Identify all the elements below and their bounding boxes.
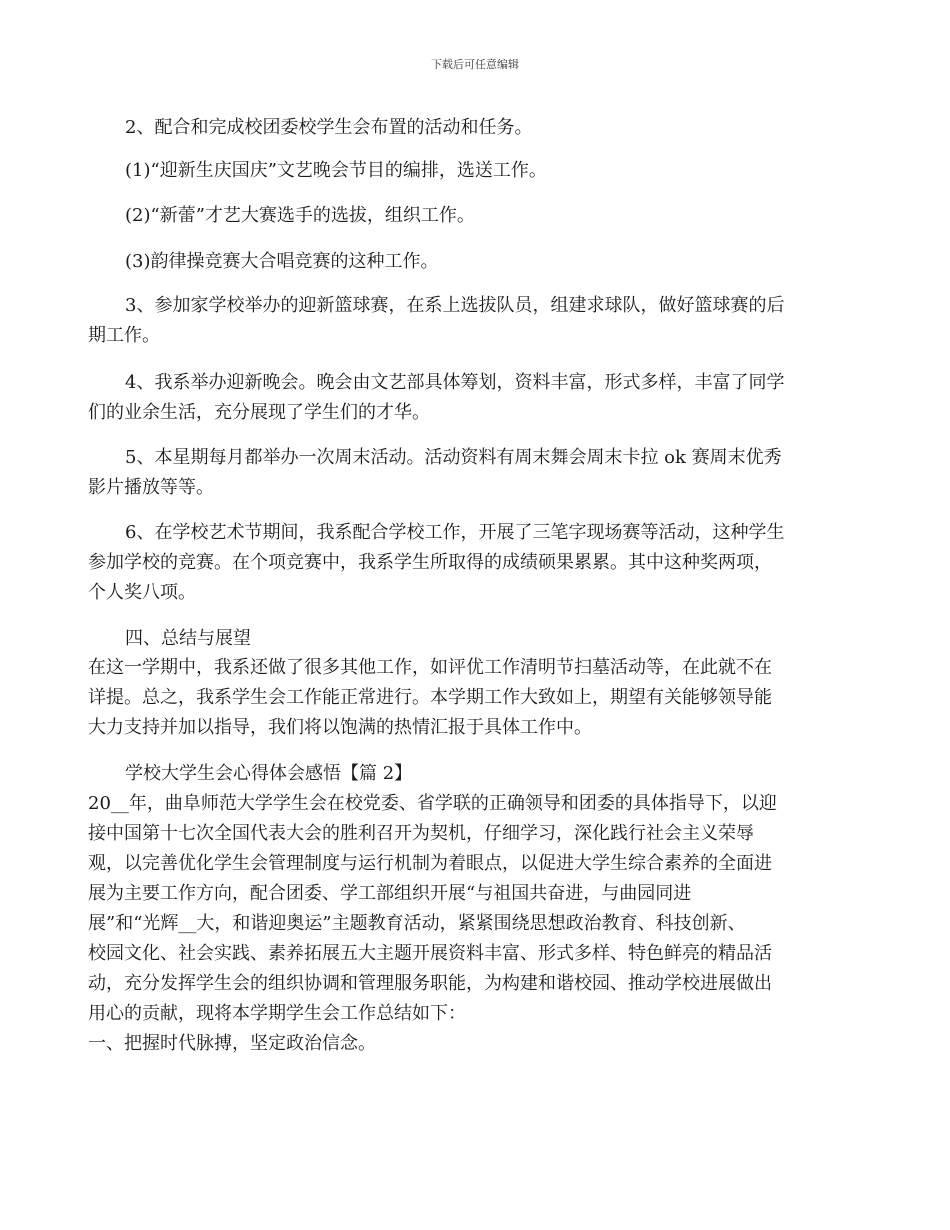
paragraph-line: 参加学校的竞赛。在个项竞赛中，我系学生所取得的成绩硕果累累。其中这种奖两项， bbox=[88, 552, 772, 573]
paragraph-line: 4、我系举办迎新晚会。晚会由文艺部具体筹划，资料丰富，形式多样，丰富了同学 bbox=[125, 372, 785, 393]
paragraph-line: 用心的贡献，现将本学期学生会工作总结如下： bbox=[88, 1003, 466, 1024]
paragraph-line: 期工作。 bbox=[88, 325, 160, 346]
paragraph-line: 校园文化、社会实践、素养拓展五大主题开展资料丰富、形式多样、特色鲜亮的精品活 bbox=[88, 943, 772, 964]
paragraph-line: 观，以完善优化学生会管理制度与运行机制为着眼点，以促进大学生综合素养的全面进 bbox=[88, 853, 772, 874]
paragraph-line: 影片播放等等。 bbox=[88, 477, 214, 498]
paragraph-line: 展”和“光辉__大，和谐迎奥运”主题教育活动，紧紧围绕思想政治教育、科技创新、 bbox=[88, 913, 746, 934]
paragraph-line: 3、参加家学校举办的迎新篮球赛，在系上选拔队员，组建求球队，做好篮球赛的后 bbox=[125, 295, 785, 316]
paragraph-line: 展为主要工作方向，配合团委、学工部组织开展“与祖国共奋进，与曲园同进 bbox=[88, 883, 692, 904]
paragraph-line: 详提。总之，我系学生会工作能正常进行。本学期工作大致如上，期望有关能够领导能 bbox=[88, 687, 772, 708]
page-header: 下载后可任意编辑 bbox=[431, 58, 519, 71]
paragraph-line: 6、在学校艺术节期间，我系配合学校工作，开展了三笔字现场赛等活动，这种学生 bbox=[125, 522, 785, 543]
paragraph-line: 2、配合和完成校团委校学生会布置的活动和任务。 bbox=[125, 117, 533, 138]
paragraph-line: (1)“迎新生庆国庆”文艺晚会节目的编排，选送工作。 bbox=[125, 160, 547, 181]
paragraph-line: 动，充分发挥学生会的组织协调和管理服务职能，为构建和谐校园、推动学校进展做出 bbox=[88, 973, 772, 994]
paragraph-line: 个人奖八项。 bbox=[88, 582, 196, 603]
paragraph-line: (3)韵律操竞赛大合唱竞赛的这种工作。 bbox=[125, 251, 439, 272]
section-heading: 四、总结与展望 bbox=[125, 628, 251, 649]
paragraph-line: 在这一学期中，我系还做了很多其他工作，如评优工作清明节扫墓活动等，在此就不在 bbox=[88, 657, 772, 678]
paragraph-line: 们的业余生活，充分展现了学生们的才华。 bbox=[88, 402, 430, 423]
article-title: 学校大学生会心得体会感悟【篇 2】 bbox=[125, 763, 413, 784]
paragraph-line: 大力支持并加以指导，我们将以饱满的热情汇报于具体工作中。 bbox=[88, 717, 592, 738]
section-heading: 一、把握时代脉搏，坚定政治信念。 bbox=[88, 1033, 376, 1054]
paragraph-line: 5、本星期每月都举办一次周末活动。活动资料有周末舞会周末卡拉 ok 赛周末优秀 bbox=[125, 447, 782, 468]
paragraph-line: (2)“新蕾”才艺大赛选手的选拔，组织工作。 bbox=[125, 205, 475, 226]
paragraph-line: 20__年，曲阜师范大学学生会在校党委、省学联的正确领导和团委的具体指导下，以迎 bbox=[88, 793, 777, 814]
paragraph-line: 接中国第十七次全国代表大会的胜利召开为契机，仔细学习，深化践行社会主义荣辱 bbox=[88, 823, 754, 844]
